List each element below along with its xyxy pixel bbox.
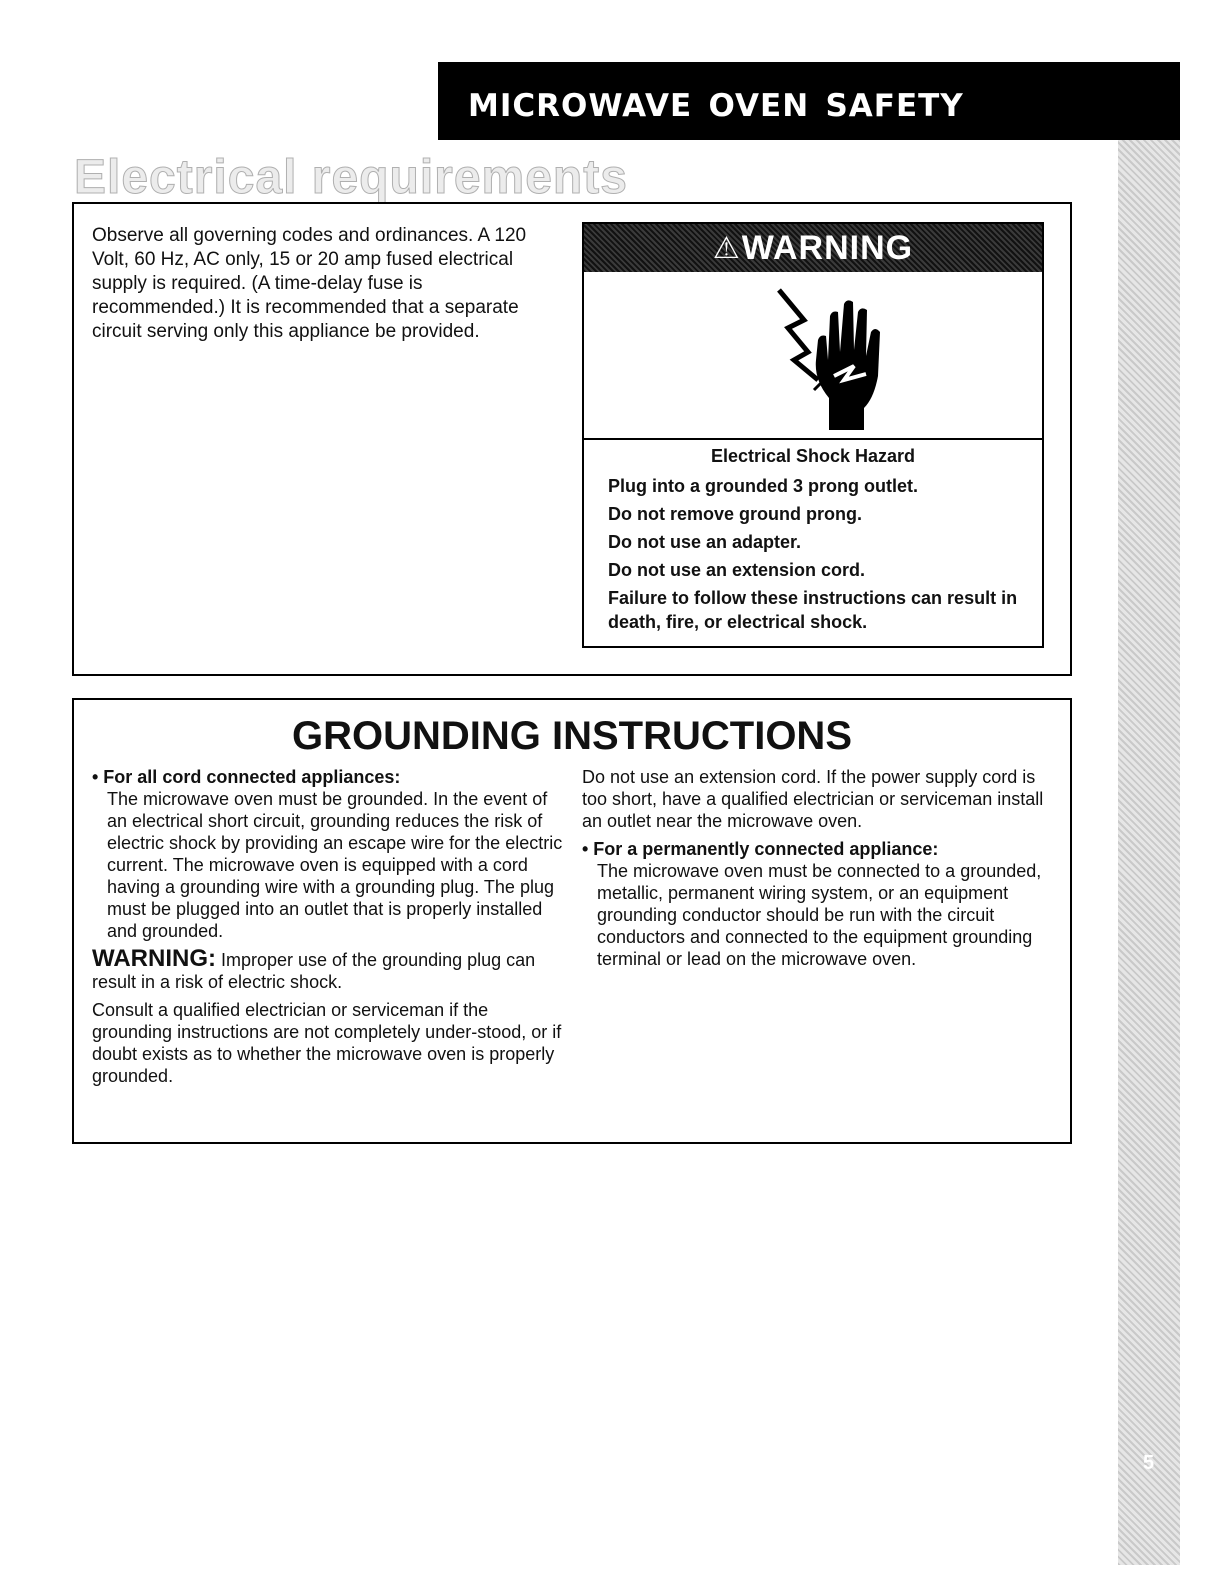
grounding-left-column bbox=[92, 766, 570, 1087]
warning-lines bbox=[608, 474, 1028, 638]
warning-line: Do not use an extension cord. bbox=[608, 560, 866, 580]
grounding-warning-text: Improper use of the grounding plug can result in a risk of electric shock. bbox=[92, 950, 536, 992]
extension-cord-paragraph: Do not use an extension cord. If the power supply cord is too short, have a qualified electrician or serviceman install an outlet near the microwave oven. bbox=[582, 767, 1044, 831]
consult-paragraph: Consult a qualified electrician or serviceman if the grounding instructions are not completely under-stood, or if doubt exists as to whether the microwave oven is properly grounded. bbox=[92, 1000, 562, 1086]
warning-line: Do not remove ground prong. bbox=[608, 504, 862, 524]
warning-divider bbox=[584, 438, 1042, 440]
page-title: microwave oven safety bbox=[468, 75, 964, 127]
warning-box bbox=[582, 222, 1044, 648]
warning-line: Failure to follow these instructions can result in death, fire, or electrical shock. bbox=[608, 588, 1018, 632]
section-heading: Electrical requirements bbox=[74, 151, 628, 204]
warning-triangle-icon: ⚠ bbox=[712, 231, 740, 265]
grounding-right-column bbox=[582, 766, 1052, 970]
electrical-requirements-text: Observe all governing codes and ordinances. A 120 Volt, 60 Hz, AC only, 15 or 20 amp fused electrical supply is required. (A time-delay fuse is recommended.) It is recommended that a separate circuit serving only this appliance be provided. bbox=[92, 225, 527, 342]
grounding-title: GROUNDING INSTRUCTIONS bbox=[292, 714, 852, 758]
grounding-warning-label: WARNING: bbox=[92, 945, 216, 972]
cord-connected-heading: • For all cord connected appliances: bbox=[92, 767, 401, 787]
warning-title: Electrical Shock Hazard bbox=[710, 446, 916, 466]
side-decorative-strip bbox=[1118, 140, 1180, 1565]
cord-connected-body: The microwave oven must be grounded. In the event of an electrical short circuit, grounding reduces the risk of electric shock by providing an escape wire for the electric current. The microwave oven is equipped with a cord having a grounding wire with a grounding plug. The plug must be plugged into an outlet that is properly installed and grounded. bbox=[107, 789, 563, 941]
warning-banner bbox=[584, 224, 1042, 272]
warning-line: Plug into a grounded 3 prong outlet. bbox=[608, 476, 918, 496]
permanent-appliance-body: The microwave oven must be connected to a grounded, metallic, permanent wiring system, or an equipment grounding conductor should be run with the circuit conductors and connected to the equipment grounding terminal or lead on the microwave oven. bbox=[597, 861, 1042, 969]
permanent-appliance-heading: • For a permanently connected appliance: bbox=[582, 839, 939, 859]
grounding-warning-paragraph bbox=[92, 945, 570, 993]
warning-banner-label: WARNING bbox=[741, 228, 914, 267]
page-number: 5 bbox=[1143, 1452, 1155, 1474]
electric-shock-hand-icon bbox=[774, 280, 894, 430]
header-bar bbox=[438, 62, 1180, 140]
warning-line: Do not use an adapter. bbox=[608, 532, 802, 552]
